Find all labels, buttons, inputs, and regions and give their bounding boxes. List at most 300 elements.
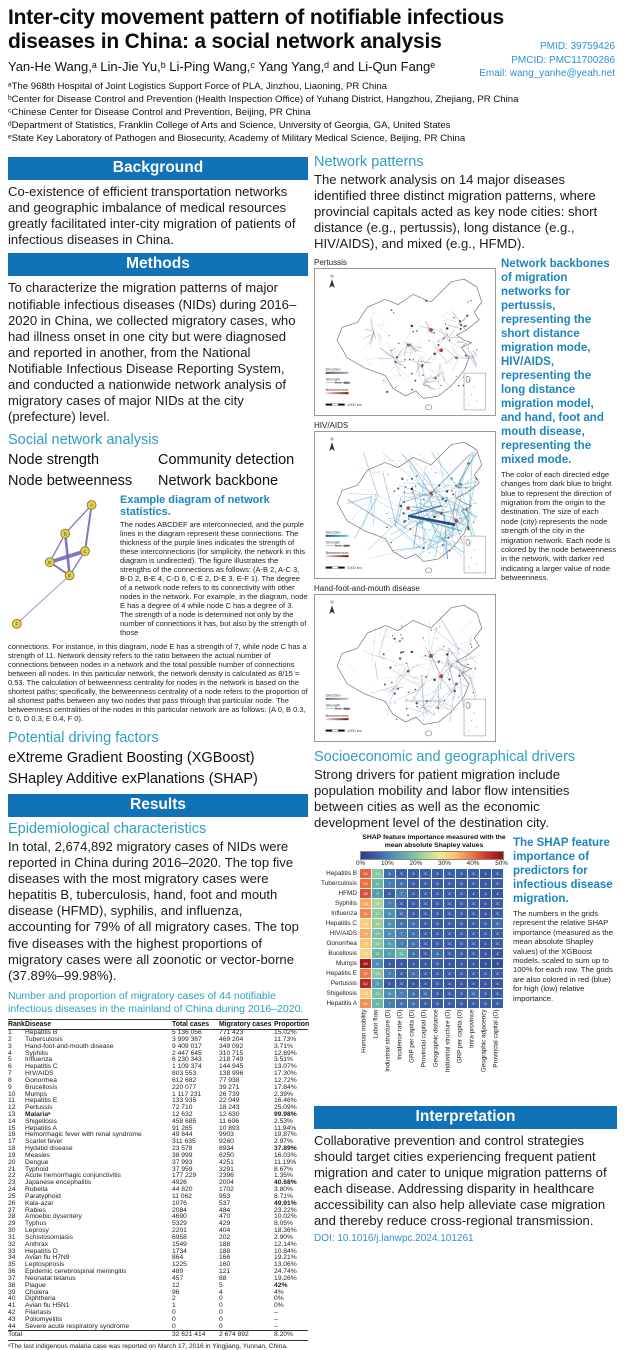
table-row [8,1221,308,1228]
heatmap-grid [314,869,508,1009]
table-row [8,1276,308,1283]
heatmap-cell: 5 [408,869,419,878]
north-label: N [330,599,333,604]
table-cell: 9 409 017 [172,1044,219,1051]
affiliation-line: ᵈDepartment of Statistics, Franklin College of Arts and Science, University of Georgia, GA, United States [8,119,617,132]
table-cell: 5 [8,1057,25,1064]
table-cell: 11 606 [219,1119,274,1126]
legend-strength-label: Strength [326,377,340,381]
socioeconomic-text: Strong drivers for patient migration include population mobility and labor flow intensities between cities as well as the economic development level of the destination city. [314,767,617,831]
table-cell: 0 [219,1310,274,1317]
colorbar-tick: 50% [495,860,508,867]
table-row [8,1290,308,1297]
heatmap-cell: 5 [444,989,455,998]
table-cell: 72 710 [172,1105,219,1112]
heatmap-cell: 5 [432,989,443,998]
scale-bar-label: 1000 km [347,729,362,733]
heatmap-cell: 4 [468,889,479,898]
heatmap-column-label: Provincial capital (O) [492,1009,503,1097]
table-cell: 44 820 [172,1187,219,1194]
example-text-part1: The nodes ABCDEF are interconnected, and the purple lines in the diagram represent these connections. The thickness of the purple lines indicates the strength of these interconnections (for simplicity, the network in this diagram is undirected). The figure illustrates the strengths of the connections as follows: (A-B 2, A-C 3, B-D 2, B-E 4, C-D 6, C-E 2, D-E 3, E-F 1). The degree of a network node refers to its connectivity with other nodes in the network. For example, in the diagram, node E has a degree of 4 while node C has a degree of 3. The strength of a node is determined not only by the number of connections it has, but also by the strength of those [120,520,308,637]
table-cell: 20 [8,1160,25,1167]
colorbar-tick: 30% [438,860,451,867]
hainan-island [425,567,432,572]
table-cell: 0 [219,1303,274,1310]
heatmap-cell: 5 [396,969,407,978]
table-cell: 30 [8,1228,25,1235]
table-cell: 27 [8,1208,25,1215]
heatmap-cell: 9 [384,949,395,958]
heatmap-row [314,959,508,969]
scale-bar-label: 1000 km [347,566,362,570]
table-cell: 0% [274,1303,308,1310]
scale-bar-label: 1000 km [347,403,362,407]
heatmap-cell: 6 [408,999,419,1008]
table-cell: 864 [172,1255,219,1262]
heatmap-cell: 5 [396,979,407,988]
table-cell-disease: Hand-foot-and-mouth disease [25,1044,172,1051]
heatmap-cell: 5 [432,959,443,968]
heatmap-cell: 13 [372,909,383,918]
heatmap-cell: 5 [480,999,491,1008]
table-cell: 0 [219,1317,274,1324]
affiliation-line: ᵉState Key Laboratory of Pathogen and Biosecurity, Academy of Military Medical Science, Beijing, PR China [8,132,617,145]
heatmap-cell: 5 [492,929,503,938]
table-cell: 177 229 [172,1173,219,1180]
heatmap-cell: 5 [432,919,443,928]
heatmap-cell: 4 [492,979,503,988]
table-cell: 25 [8,1194,25,1201]
heatmap-column-label: Intra-province [468,1009,479,1097]
svg-text:E: E [68,573,71,578]
example-heading: Example diagram of network statistics. [120,494,308,518]
heatmap-cell: 4 [468,979,479,988]
heatmap-cell: 5 [468,969,479,978]
table-cell: 38 [8,1283,25,1290]
table-cell: 88 [219,1276,274,1283]
heatmap-cell: 5 [456,949,467,958]
driving-factor-lines [8,748,308,789]
table-cell: – [274,1324,308,1331]
heatmap-cell: 4 [480,939,491,948]
heatmap-cell: 3 [480,959,491,968]
table-cell-disease: HIV/AIDS [25,1071,172,1078]
table-cell: 489 [172,1269,219,1276]
table-cell-disease: Hepatitis E [25,1098,172,1105]
table-cell: 0 [172,1317,219,1324]
sea-inset-box [464,373,486,410]
table-cell-disease: Poliomyelitis [25,1317,172,1324]
subheading-epidemiological: Epidemiological characteristics [8,821,308,837]
heatmap-row [314,919,508,929]
heatmap-row-label: Bucellosis [314,950,360,957]
colorbar-tick: 0% [356,860,365,867]
heatmap-cell: 5 [492,969,503,978]
table-cell: 484 [219,1208,274,1215]
term-node-betweenness: Node betweenness [8,471,158,492]
heatmap-cell: 5 [444,949,455,958]
sea-inset-box [464,699,486,736]
colorbar-ticks [356,860,508,867]
heatmap-cell: 5 [492,999,503,1008]
heatmap-cell: 5 [432,929,443,938]
table-cell: 12.72% [274,1078,308,1085]
map-figure-3 [314,594,496,742]
table-column-header: Rank [8,1020,25,1030]
table-cell: 6 [8,1064,25,1071]
right-column [314,152,617,1350]
table-cell: 9 [8,1085,25,1092]
heatmap-cell: 6 [396,909,407,918]
table-cell: 0 [172,1324,219,1331]
table-cell: 2 447 645 [172,1051,219,1058]
heatmap-cell: 33 [360,879,371,888]
table-cell: 4926 [172,1180,219,1187]
table-cell: 10 [8,1092,25,1099]
table-cell: 429 [219,1221,274,1228]
table-cell-disease: Epidemic cerebrospinal meningitis [25,1269,172,1276]
table-cell: 35 [8,1262,25,1269]
table-cell: 99.98% [274,1112,308,1119]
table-cell: 612 682 [172,1078,219,1085]
table-cell: 1 117 231 [172,1092,219,1099]
table-cell-disease: Acute hemorrhagic conjunctivitis [25,1173,172,1180]
heatmap-cell: 5 [492,939,503,948]
svg-text:C: C [83,549,86,554]
colorbar-title: SHAP feature importance measured with the mean absolute Shapley values [360,834,508,850]
table-cell: 24.74% [274,1269,308,1276]
table-total-row [8,1331,308,1341]
table-row [8,1160,308,1167]
heatmap-cell: 5 [432,979,443,988]
heatmap-cell: 5 [456,909,467,918]
heatmap-cell: 6 [408,929,419,938]
heatmap-cell: 12 [372,989,383,998]
heatmap-column-label: Industrial structure (O) [444,1009,455,1097]
heatmap-cell: 5 [468,949,479,958]
table-cell-disease: Hepatitis A [25,1126,172,1133]
colorbar-tick: 10% [381,860,394,867]
table-cell-disease: Avian flu H7N9 [25,1255,172,1262]
heatmap-cell: 5 [420,889,431,898]
heatmap-cell: 5 [444,929,455,938]
north-arrow-icon [329,279,335,288]
heatmap-cell: 5 [420,899,431,908]
heatmap-cell: 5 [408,909,419,918]
heatmap-cell: 7 [396,929,407,938]
heatmap-row [314,929,508,939]
heatmap-cell: 5 [444,909,455,918]
heatmap-cell: 5 [444,969,455,978]
network-diagram-svg [8,494,118,637]
table-cell: 469 204 [219,1037,274,1044]
heatmap-column-label: Incidence rate (O) [396,1009,407,1097]
table-cell: 2 [172,1296,219,1303]
shap-line: SHapley Additive exPlanations (SHAP) [8,769,308,789]
table-row [8,1153,308,1160]
heatmap-cell: 6 [408,989,419,998]
interpretation-text [314,1133,617,1246]
table-cell: 18.36% [274,1228,308,1235]
affiliation-line: ᵇCenter for Disease Control and Prevention (Health Inspection Office) of Yuhang District, Hangzhou, Zhejiang, PR China [8,93,617,106]
table-cell: 19.87% [274,1132,308,1139]
heatmap-row-label: Shigellosis [314,990,360,997]
legend-betweenness-label: Betweenness [326,713,349,717]
table-cell: 160 [219,1262,274,1269]
legend-strength-label: Strength [326,540,340,544]
table-cell: 2396 [219,1173,274,1180]
heatmap-cell: 5 [468,899,479,908]
table-cell: 23 578 [172,1146,219,1153]
legend-betweenness-label: Betweenness [326,550,349,554]
heatmap-cell: 5 [420,939,431,948]
affiliations [8,80,617,145]
heatmap-column-label: GRP per capita (O) [456,1009,467,1097]
disease-table [8,1019,308,1341]
shap-figure-row [314,834,617,1101]
table-cell: 9903 [219,1132,274,1139]
heatmap-cell: 4 [408,979,419,988]
table-cell: 771 423 [219,1030,274,1037]
heatmap-row [314,889,508,899]
heatmap-cell: 6 [384,869,395,878]
table-cell: 13 [8,1112,25,1119]
doi-link[interactable]: DOI: 10.1016/j.lanwpc.2024.101261 [314,1233,474,1244]
heatmap-cell: 5 [456,939,467,948]
table-cell: 49 844 [172,1132,219,1139]
table-cell: 188 [219,1249,274,1256]
affiliation-line: ᶜChinese Center for Disease Control and Prevention, Beijing, PR China [8,106,617,119]
heatmap-cell: 8 [384,929,395,938]
interpretation-body: Collaborative prevention and control strategies should target cities experiencing frequent patient migration and cater to unique migration patterns of each disease. Addressing disparity in healthcare accessibility can also help alleviate case migration and thereby reduce cross-regional transmission. [314,1133,607,1228]
heatmap-cell: 5 [480,929,491,938]
table-cell: 28 [8,1214,25,1221]
heatmap-cell: 4 [456,979,467,988]
table-cell: 4 [219,1290,274,1297]
table-row [8,1051,308,1058]
heatmap-column-label: Human mobility [360,1009,371,1097]
heatmap-cell: 12 [372,929,383,938]
background-text: Co-existence of efficient transportation networks and geographic imbalance of medical resources greatly facilitated inter-city migration of patients of infectious diseases in China. [8,184,308,248]
heatmap-cell: 7 [384,999,395,1008]
table-cell: 11 062 [172,1194,219,1201]
heatmap-cell: 7 [384,969,395,978]
table-cell-disease: Hydatid disease [25,1146,172,1153]
table-cell: 3291 [219,1167,274,1174]
heatmap-row [314,879,508,889]
heatmap-cell: 30 [360,999,371,1008]
network-terms [8,450,308,492]
table-cell-disease: Paratyphoid [25,1194,172,1201]
north-arrow-icon [329,605,335,614]
heatmap-cell: 5 [468,929,479,938]
table-cell: 2201 [172,1228,219,1235]
heatmap-cell: 5 [444,899,455,908]
heatmap-cell: 5 [468,999,479,1008]
colorbar-tick: 40% [467,860,480,867]
table-cell: 11 [8,1098,25,1105]
heatmap-cell: 5 [420,919,431,928]
authors-line: Yan-He Wang,ᵃ Lin-Jie Yu,ᵇ Li-Ping Wang,ᶜ Yang Yang,ᵈ and Li-Qun Fangᵉ [8,59,478,74]
heatmap-cell: 5 [396,869,407,878]
heatmap-row-label: Tuberculosis [314,880,360,887]
table-cell-disease: Severe acute respiratory syndrome [25,1324,172,1331]
table-cell-disease: Rabies [25,1208,172,1215]
table-cell-disease: Schistosomiasis [25,1235,172,1242]
heatmap-cell: 11 [396,949,407,958]
svg-text:D: D [48,560,51,565]
table-cell: 37 959 [172,1167,219,1174]
table-cell-disease: Cholera [25,1290,172,1297]
table-cell-disease: Typhoid [25,1167,172,1174]
heatmap-cell: 25 [360,939,371,948]
table-cell-disease: Anthrax [25,1242,172,1249]
heatmap-cell: 5 [384,889,395,898]
heatmap-cell: 5 [456,889,467,898]
table-cell: 7 [8,1071,25,1078]
table-row [8,1214,308,1221]
heatmap-cell: 6 [396,879,407,888]
table-cell: 188 [219,1242,274,1249]
heatmap-column-label: Provincial capital (D) [420,1009,431,1097]
table-cell: 166 [219,1255,274,1262]
heatmap-cell: 8 [384,989,395,998]
table-cell-disease: Hepatitis B [25,1030,172,1037]
heatmap-cell: 11 [372,999,383,1008]
table-cell: 17 [8,1139,25,1146]
table-cell: 42 [8,1310,25,1317]
heatmap-cell: 5 [492,879,503,888]
methods-text: To characterize the migration patterns of major notifiable infectious diseases (NIDs) during 2016–2020 in China, we collected migratory cases, who had illness onset in one city but were diagnosed and reported in another, from the National Notifiable Infectious Disease Reporting System, and conducted a nationwide network analysis of migratory cases of major NIDs at the city (prefecture) level. [8,280,308,425]
heatmap-cell: 8 [384,919,395,928]
heatmap-cell: 4 [480,949,491,958]
north-label: N [330,273,333,278]
table-row [8,1201,308,1208]
legend-strength-label: Strength [326,703,340,707]
table-cell: 3.80% [274,1187,308,1194]
map-figure-1 [314,268,496,416]
shap-caption-column [513,834,617,1101]
network-patterns-text: The network analysis on 14 major diseases identified three distinct migration patterns, where provincial capitals acted as key node cities: short distance (e.g., pertussis), long distance (e.g., HIV/AIDS), and mixed (e.g., HFMD). [314,172,617,252]
map-label-1: Pertussis [314,258,496,267]
heatmap-cell: 5 [432,869,443,878]
table-cell: 8.71% [274,1194,308,1201]
table-cell: 12 630 [219,1112,274,1119]
table-cell: 310 715 [219,1051,274,1058]
heatmap-cell: 28 [360,929,371,938]
pmcid: PMCID: PMC11700286 [479,54,615,68]
heatmap-x-labels [314,1009,508,1101]
table-cell: 12.14% [274,1242,308,1249]
china-map-svg [315,595,495,741]
table-row [8,1296,308,1303]
heatmap-cell: 5 [432,899,443,908]
table-cell: 22 049 [219,1098,274,1105]
network-terms-right [158,450,308,492]
table-cell: 13.07% [274,1064,308,1071]
heatmap-cell: 5 [432,969,443,978]
heatmap-cell: 4 [468,959,479,968]
table-cell-disease: Hemorrhagic fever with renal syndrome [25,1132,172,1139]
table-cell: 4690 [172,1214,219,1221]
table-row [8,1283,308,1290]
table-row [8,1235,308,1242]
table-cell: 2 [8,1037,25,1044]
heatmap-cell: 9 [372,979,383,988]
table-total-cell: 32 621 414 [172,1331,219,1341]
heatmap-cell: 4 [492,889,503,898]
table-cell: 2004 [219,1180,274,1187]
table-cell-disease: Gonorrhea [25,1078,172,1085]
legend-direction-label: Direction [326,367,341,371]
table-cell: 40.68% [274,1180,308,1187]
table-column-header: Proportion [274,1020,308,1030]
heatmap-cell: 5 [480,989,491,998]
table-cell-disease: Filariasis [25,1310,172,1317]
table-cell: 311 635 [172,1139,219,1146]
table-cell: 41 [8,1303,25,1310]
table-cell: 5 136 056 [172,1030,219,1037]
heatmap-cell: 4 [456,959,467,968]
example-network-diagram [8,494,120,642]
svg-text:F: F [15,622,18,627]
heatmap-cell: 5 [444,999,455,1008]
email-link[interactable]: Email: wang_yanhe@yeah.net [479,67,615,81]
table-cell: 19.26% [274,1276,308,1283]
term-community-detection: Community detection [158,450,308,471]
table-cell: 11.19% [274,1160,308,1167]
table-cell: 77 938 [219,1078,274,1085]
heatmap-cell: 5 [444,889,455,898]
heatmap-row-label: Influenza [314,910,360,917]
heatmap-cell: 6 [432,949,443,958]
table-cell: 49.91% [274,1201,308,1208]
section-methods: Methods [8,253,308,276]
table-cell-disease: Malariaᵃ [25,1112,172,1119]
table-cell: 38 999 [172,1153,219,1160]
heatmap-cell: 5 [432,879,443,888]
table-cell-disease: Kala-azar [25,1201,172,1208]
table-cell-disease: Mumps [25,1092,172,1099]
table-cell: 220 077 [172,1085,219,1092]
table-cell: 40 [8,1296,25,1303]
heatmap-row-label: Hepatitis B [314,870,360,877]
table-total-cell: 2 674 892 [219,1331,274,1341]
table-cell-disease: Hepatitis D [25,1249,172,1256]
table-cell: 133 935 [172,1098,219,1105]
table-cell: 14 [8,1119,25,1126]
table-cell: 24 [8,1187,25,1194]
table-cell: 17.84% [274,1085,308,1092]
table-cell: 0 [219,1296,274,1303]
heatmap-cell: 24 [360,989,371,998]
heatmap-cell: 36 [360,889,371,898]
heatmap-cell: 4 [492,949,503,958]
table-cell: 121 [219,1269,274,1276]
table-cell: 42% [274,1283,308,1290]
table-footnote: ᵃThe last indigenous malaria case was reported on March 17, 2016 in Yingjiang, Yunnan, China. [8,1343,308,1350]
heatmap-cell: 5 [432,909,443,918]
heatmap-cell: 5 [456,919,467,928]
heatmap-column-label: Geographic adjacency [480,1009,491,1097]
heatmap-cell: 5 [492,869,503,878]
table-cell: 953 [219,1194,274,1201]
heatmap-cell: 31 [360,909,371,918]
heatmap-cell: 4 [480,909,491,918]
heatmap-cell: 4 [444,979,455,988]
table-row [8,1303,308,1310]
table-cell-disease: Rubella [25,1187,172,1194]
